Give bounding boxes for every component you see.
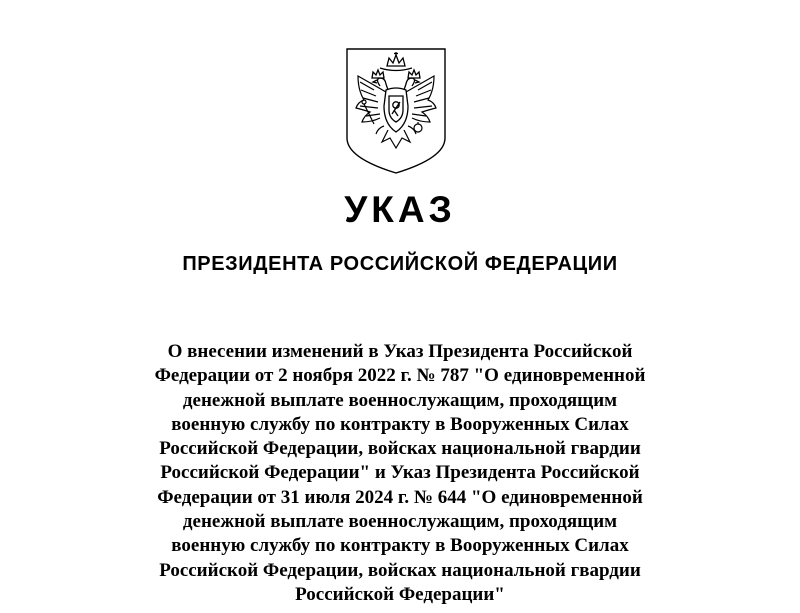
title-line: Российской Федерации" и Указ Президента Российской <box>160 462 640 484</box>
title-line: О внесении изменений в Указ Президента Российской <box>167 341 633 362</box>
issuer-heading: ПРЕЗИДЕНТА РОССИЙСКОЙ ФЕДЕРАЦИИ <box>182 253 618 275</box>
title-line: военную службу по контракту в Вооруженных Силах <box>171 535 629 557</box>
title-line: Федерации от 31 июля 2024 г. № 644 "О единовременной <box>157 486 643 508</box>
title-line: Российской Федерации, войсках национальной гвардии <box>159 559 641 581</box>
document-title <box>110 340 690 607</box>
title-line: военную службу по контракту в Вооруженных Силах <box>171 413 629 435</box>
title-line: денежной выплате военнослужащим, проходящим <box>182 511 618 533</box>
title-line: Российской Федерации, войсках национальной гвардии <box>159 438 641 460</box>
coat-of-arms-icon <box>344 46 448 176</box>
document-type-heading: УКАЗ <box>344 189 456 230</box>
title-line: денежной выплате военнослужащим, проходящим <box>182 389 618 411</box>
title-line: Российской Федерации" <box>295 583 505 605</box>
title-line: Федерации от 2 ноября 2022 г. № 787 "О единовременной <box>154 365 646 387</box>
